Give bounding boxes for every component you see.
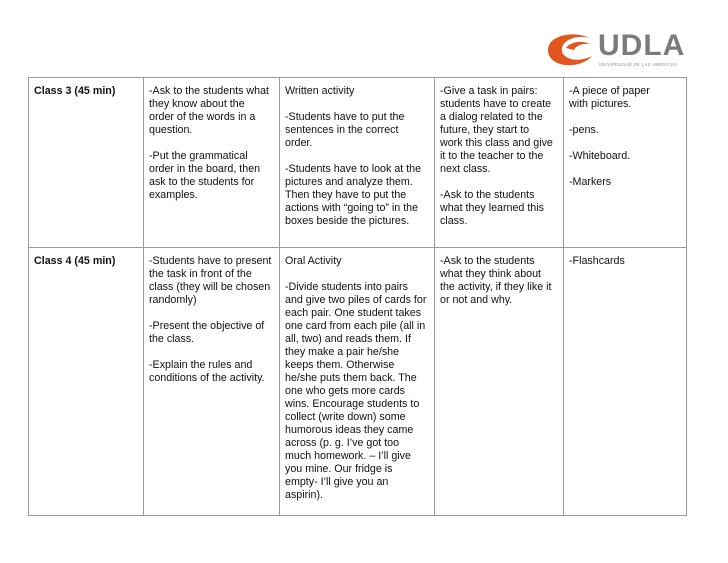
- class-name-cell: Class 4 (45 min): [29, 248, 144, 516]
- closing-cell: -Give a task in pairs: students have to create a dialog related to the future, they start to work this class and give it to the teacher to the next class. -Ask to the students what they learned this class.: [435, 78, 564, 248]
- lesson-plan-table: [28, 77, 687, 516]
- activity-cell: Written activity -Students have to put the sentences in the correct order. -Students have to look at the pictures and analyze them. Then they have to put the actions with “going to” in the boxes beside the pictures.: [280, 78, 435, 248]
- class-name-cell: Class 3 (45 min): [29, 78, 144, 248]
- materials-cell: -A piece of paper with pictures. -pens. -Whiteboard. -Markers: [564, 78, 687, 248]
- procedure-cell: -Students have to present the task in front of the class (they will be chosen randomly) -Present the objective of the class. -Explain the rules and conditions of the activity.: [144, 248, 280, 516]
- table-row: [29, 248, 687, 516]
- logo-text: UDLA: [598, 29, 686, 62]
- activity-cell: Oral Activity -Divide students into pairs and give two piles of cards for each pair. One student takes one card from each pile (all in all, two) and reads them. If they make a pair he/she keeps them. Otherwise he/she puts them back. The one who gets more cards wins. Encourage students to collect (write down) some humorous ideas they came across (p. g. I’ve got too much homework. – I’ll give you mine. Our fridge is empty- I’ll give you an aspirin).: [280, 248, 435, 516]
- materials-cell: -Flashcards: [564, 248, 687, 516]
- table-row: [29, 78, 687, 248]
- logo-subtitle: UNIVERSIDAD DE LAS AMÉRICAS: [599, 62, 678, 67]
- procedure-cell: -Ask to the students what they know about the order of the words in a question. -Put the grammatical order in the board, then ask to the students for examples.: [144, 78, 280, 248]
- closing-cell: -Ask to the students what they think about the activity, if they like it or not and why.: [435, 248, 564, 516]
